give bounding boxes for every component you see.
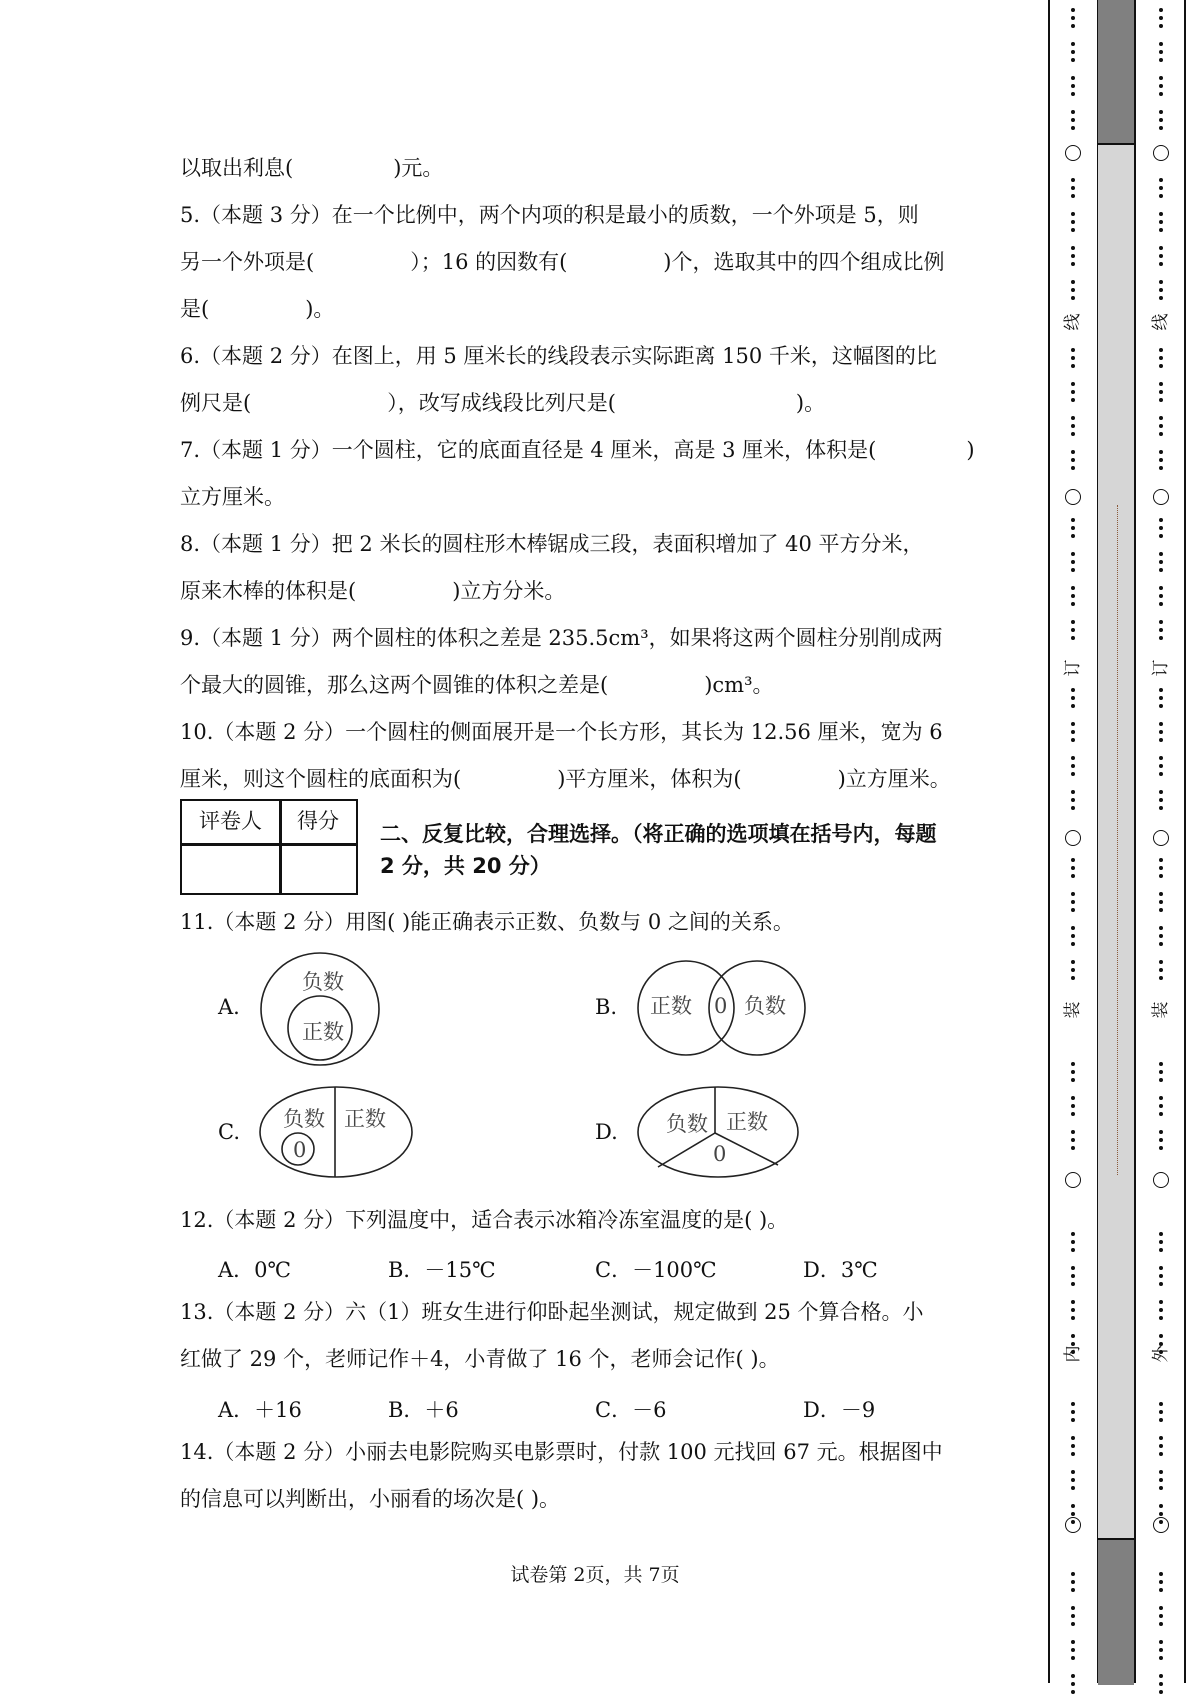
q13-choice-b[interactable]: B．＋6	[388, 1398, 459, 1422]
binding-column-inner	[1048, 0, 1098, 1683]
q6-line2	[180, 391, 825, 415]
q9-line2	[180, 673, 774, 697]
dotted-line-icon	[1136, 1606, 1186, 1630]
option-a-label[interactable]: A.	[218, 995, 240, 1019]
text: 另一个外项是(	[180, 250, 315, 274]
fold-line	[1117, 505, 1118, 1175]
binding-label: 装	[1151, 1001, 1171, 1019]
grader-header: 评卷人	[199, 809, 262, 833]
binding-hole-icon	[1136, 1517, 1186, 1533]
binding-hole-icon	[1136, 145, 1186, 161]
q7-line1	[180, 438, 975, 462]
dotted-line-icon	[1048, 450, 1098, 474]
dotted-line-icon	[1048, 518, 1098, 542]
binding-label: 装	[1063, 1001, 1083, 1019]
dotted-line-icon	[1048, 1062, 1098, 1086]
dotted-line-icon	[1136, 518, 1186, 542]
dotted-line-icon	[1136, 382, 1186, 406]
dotted-line-icon	[1048, 790, 1098, 814]
dotted-line-icon	[1048, 586, 1098, 610]
dotted-line-icon	[1136, 8, 1186, 32]
binding-hole-icon	[1136, 1172, 1186, 1188]
dotted-line-icon	[1048, 1674, 1098, 1698]
q12-choice-b[interactable]: B．－15℃	[388, 1258, 496, 1282]
dotted-line-icon	[1048, 926, 1098, 950]
dotted-line-icon	[1136, 76, 1186, 100]
dotted-line-icon	[1136, 1266, 1186, 1290]
text: 以取出利息(	[180, 156, 294, 180]
text: )	[966, 438, 975, 462]
q13-choice-c[interactable]: C．－6	[595, 1398, 667, 1422]
line-q4-end	[180, 156, 443, 180]
dotted-line-icon	[1136, 1470, 1186, 1494]
binding-hole-icon	[1048, 830, 1098, 846]
text: )立方厘米。	[837, 767, 951, 791]
text: 9.（本题 1 分）两个圆柱的体积之差是 235.5cm³，如果将这两个圆柱分别削成两	[180, 626, 943, 650]
binding-hole-icon	[1048, 1172, 1098, 1188]
binding-label: 内	[1063, 1345, 1083, 1363]
text: 8.（本题 1 分）把 2 米长的圆柱形木棒锯成三段，表面积增加了 40 平方分米，	[180, 532, 924, 556]
binding-label: 订	[1151, 659, 1171, 677]
dotted-line-icon	[1136, 1572, 1186, 1596]
option-b-right-label: 负数	[744, 994, 786, 1018]
option-c-zero-label: 0	[293, 1138, 307, 1162]
q12-choice-c[interactable]: C．－100℃	[595, 1258, 717, 1282]
dotted-line-icon	[1048, 892, 1098, 916]
dotted-line-icon	[1048, 1640, 1098, 1664]
binding-dark-block-top	[1098, 0, 1134, 145]
dotted-line-icon	[1048, 1300, 1098, 1324]
option-c-diagram	[258, 1085, 414, 1179]
dotted-line-icon	[1136, 1674, 1186, 1698]
dotted-line-icon	[1136, 348, 1186, 372]
option-c-right-label: 正数	[344, 1107, 386, 1131]
dotted-line-icon	[1048, 552, 1098, 576]
text: )。	[795, 391, 826, 415]
dotted-line-icon	[1048, 76, 1098, 100]
dotted-line-icon	[1048, 348, 1098, 372]
dotted-line-icon	[1136, 1232, 1186, 1256]
option-b-middle-label: 0	[714, 994, 728, 1018]
dotted-line-icon	[1136, 1402, 1186, 1426]
dotted-line-icon	[1136, 416, 1186, 440]
dotted-line-icon	[1136, 552, 1186, 576]
text: 厘米，则这个圆柱的底面积为(	[180, 767, 462, 791]
dotted-line-icon	[1048, 382, 1098, 406]
dotted-line-icon	[1048, 212, 1098, 236]
binding-column-outer	[1136, 0, 1186, 1683]
dotted-line-icon	[1048, 620, 1098, 644]
binding-margin	[1048, 0, 1190, 1683]
section-2-title	[380, 818, 1015, 882]
dotted-line-icon	[1136, 178, 1186, 202]
dotted-line-icon	[1048, 178, 1098, 202]
dotted-line-icon	[1048, 246, 1098, 270]
dotted-line-icon	[1048, 1402, 1098, 1426]
dotted-line-icon	[1136, 42, 1186, 66]
text: )元。	[393, 156, 444, 180]
dotted-line-icon	[1136, 756, 1186, 780]
dotted-line-icon	[1136, 620, 1186, 644]
q8-line1	[180, 532, 924, 556]
q7-line2	[180, 485, 285, 509]
dotted-line-icon	[1136, 892, 1186, 916]
q6-line1	[180, 344, 937, 368]
q14-line1: 14.（本题 2 分）小丽去电影院购买电影票时，付款 100 元找回 67 元。根据图中	[180, 1440, 943, 1464]
q12-text: 12.（本题 2 分）下列温度中，适合表示冰箱冷冻室温度的是( )。	[180, 1208, 789, 1232]
q10-line2	[180, 767, 951, 791]
dotted-line-icon	[1048, 960, 1098, 984]
q9-line1	[180, 626, 943, 650]
q5-line1	[180, 203, 919, 227]
dotted-line-icon	[1048, 1232, 1098, 1256]
text: 例尺是(	[180, 391, 252, 415]
q13-choice-d[interactable]: D．－9	[803, 1398, 876, 1422]
text: 个最大的圆锥，那么这两个圆锥的体积之差是(	[180, 673, 609, 697]
dotted-line-icon	[1048, 1572, 1098, 1596]
text: 7.（本题 1 分）一个圆柱，它的底面直径是 4 厘米，高是 3 厘米，体积是(	[180, 438, 877, 462]
dotted-line-icon	[1048, 1606, 1098, 1630]
text: )个，选取其中的四个组成比例	[663, 250, 945, 274]
q12-choice-a[interactable]: A．0℃	[218, 1258, 292, 1282]
dotted-line-icon	[1048, 722, 1098, 746]
q12-choice-d[interactable]: D．3℃	[803, 1258, 878, 1282]
text: 5.（本题 3 分）在一个比例中，两个内项的积是最小的质数，一个外项是 5，则	[180, 203, 919, 227]
binding-hole-icon	[1048, 489, 1098, 505]
option-a-inner-label: 正数	[302, 1020, 344, 1044]
score-header: 得分	[297, 809, 339, 833]
dotted-line-icon	[1048, 416, 1098, 440]
binding-hole-icon	[1048, 1517, 1098, 1533]
dotted-line-icon	[1136, 722, 1186, 746]
q5-line3	[180, 297, 334, 321]
option-b-left-label: 正数	[650, 994, 692, 1018]
text: 是(	[180, 297, 210, 321]
grader-input-cell[interactable]	[182, 846, 279, 892]
text: ）；16 的因数有(	[410, 250, 568, 274]
dotted-line-icon	[1048, 1470, 1098, 1494]
text: 立方厘米。	[180, 485, 285, 509]
dotted-line-icon	[1048, 1436, 1098, 1460]
q14-line2: 的信息可以判断出，小丽看的场次是( )。	[180, 1487, 561, 1511]
page-footer: 试卷第 2页，共 7页	[510, 1564, 680, 1586]
score-input-cell[interactable]	[281, 846, 355, 892]
text: 原来木棒的体积是(	[180, 579, 357, 603]
option-c-left-label: 负数	[283, 1107, 325, 1131]
dotted-line-icon	[1136, 1436, 1186, 1460]
dotted-line-icon	[1136, 926, 1186, 950]
dotted-line-icon	[1136, 110, 1186, 134]
q13-line1: 13.（本题 2 分）六（1）班女生进行仰卧起坐测试，规定做到 25 个算合格。小	[180, 1300, 924, 1324]
text: )平方厘米，体积为(	[557, 767, 742, 791]
q13-line2: 红做了 29 个，老师记作＋4，小青做了 16 个，老师会记作( )。	[180, 1347, 780, 1371]
binding-hole-icon	[1136, 489, 1186, 505]
text: ），改写成线段比列尺是(	[387, 391, 616, 415]
option-a-outer-label: 负数	[302, 970, 344, 994]
text: )cm³。	[704, 673, 774, 697]
text: 6.（本题 2 分）在图上，用 5 厘米长的线段表示实际距离 150 千米，这幅图的比	[180, 344, 937, 368]
section-title-line2: 2 分，共 20 分）	[380, 854, 551, 878]
dotted-line-icon	[1136, 246, 1186, 270]
dotted-line-icon	[1136, 858, 1186, 882]
dotted-line-icon	[1136, 212, 1186, 236]
dotted-line-icon	[1048, 42, 1098, 66]
binding-dark-block-bottom	[1098, 1538, 1134, 1685]
dotted-line-icon	[1048, 756, 1098, 780]
binding-label: 订	[1063, 659, 1083, 677]
dotted-line-icon	[1048, 8, 1098, 32]
option-c-label[interactable]: C.	[218, 1120, 240, 1144]
binding-label: 线	[1063, 313, 1083, 331]
dotted-line-icon	[1136, 1300, 1186, 1324]
dotted-line-icon	[1136, 450, 1186, 474]
binding-label: 线	[1151, 313, 1171, 331]
option-d-label[interactable]: D.	[595, 1120, 618, 1144]
binding-hole-icon	[1048, 145, 1098, 161]
q10-line1	[180, 720, 943, 744]
dotted-line-icon	[1136, 586, 1186, 610]
q11-text: 11.（本题 2 分）用图( )能正确表示正数、负数与 0 之间的关系。	[180, 910, 794, 934]
dotted-line-icon	[1136, 1130, 1186, 1154]
dotted-line-icon	[1048, 110, 1098, 134]
text: 10.（本题 2 分）一个圆柱的侧面展开是一个长方形，其长为 12.56 厘米，宽为 6	[180, 720, 943, 744]
option-b-label[interactable]: B.	[595, 995, 618, 1019]
dotted-line-icon	[1048, 1266, 1098, 1290]
dotted-line-icon	[1048, 1096, 1098, 1120]
binding-hole-icon	[1136, 830, 1186, 846]
q5-line2	[180, 250, 945, 274]
q13-choice-a[interactable]: A．＋16	[218, 1398, 302, 1422]
dotted-line-icon	[1136, 960, 1186, 984]
dotted-line-icon	[1048, 1130, 1098, 1154]
dotted-line-icon	[1136, 1096, 1186, 1120]
text: )立方分米。	[452, 579, 566, 603]
dotted-line-icon	[1136, 1640, 1186, 1664]
section-title-line1: 二、反复比较，合理选择。（将正确的选项填在括号内，每题	[380, 822, 937, 846]
dotted-line-icon	[1136, 1062, 1186, 1086]
text: )。	[305, 297, 335, 321]
dotted-line-icon	[1048, 858, 1098, 882]
grader-table	[180, 799, 358, 895]
q8-line2	[180, 579, 565, 603]
option-d-bottom-label: 0	[713, 1142, 727, 1166]
dotted-line-icon	[1136, 790, 1186, 814]
option-d-left-label: 负数	[666, 1112, 708, 1136]
binding-label: 外	[1151, 1345, 1171, 1363]
option-d-right-label: 正数	[726, 1110, 768, 1134]
